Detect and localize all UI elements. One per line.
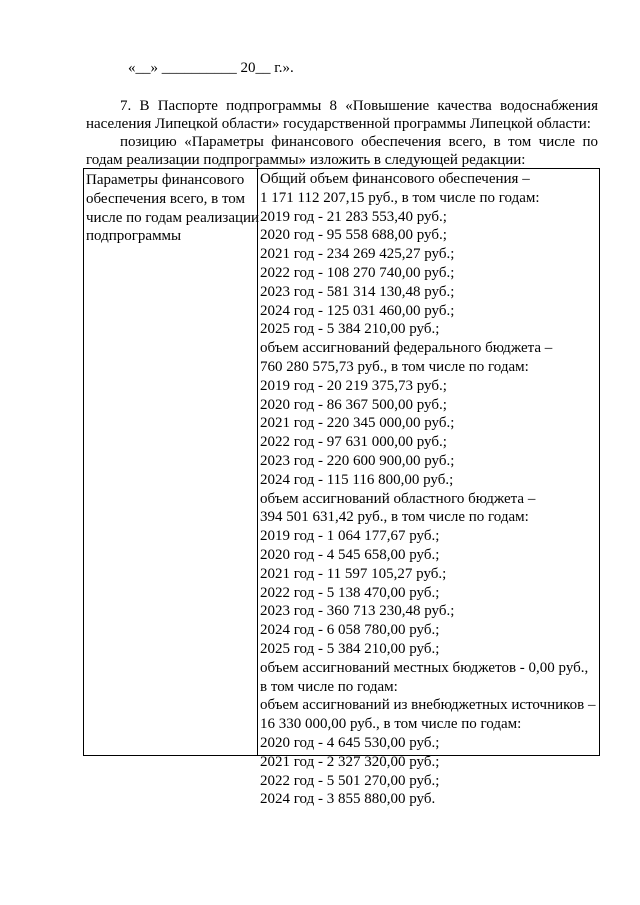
financing-line: 2024 год - 115 116 800,00 руб.; <box>260 471 454 488</box>
financing-line: 2022 год - 97 631 000,00 руб.; <box>260 434 447 451</box>
financing-line: 2021 год - 11 597 105,27 руб.; <box>260 565 447 582</box>
parameter-name-line: подпрограммы <box>86 228 182 245</box>
position-paragraph: позицию «Параметры финансового обеспечения всего, в том числе по годам реализации подпрограммы» изложить в следующей редакции: <box>86 134 598 168</box>
financing-line: 760 280 575,73 руб., в том числе по годам: <box>260 358 529 375</box>
financing-line: Общий объем финансового обеспечения – <box>260 171 530 187</box>
financing-line: 2019 год - 1 064 177,67 руб.; <box>260 528 440 545</box>
financing-line: 2020 год - 95 558 688,00 руб.; <box>260 227 447 244</box>
financing-line: объем ассигнований областного бюджета – <box>260 490 536 507</box>
financing-line: 2023 год - 360 713 230,48 руб.; <box>260 603 455 620</box>
financing-line: 2024 год - 125 031 460,00 руб.; <box>260 302 455 319</box>
financing-line: 16 330 000,00 руб., в том числе по годам: <box>260 716 522 733</box>
financing-line: 2022 год - 108 270 740,00 руб.; <box>260 264 455 281</box>
financing-line: объем ассигнований из внебюджетных источников – <box>260 697 596 714</box>
financing-line: 2024 год - 3 855 880,00 руб. <box>260 791 436 808</box>
financing-line: 2022 год - 5 138 470,00 руб.; <box>260 584 440 601</box>
financing-line: 2023 год - 220 600 900,00 руб.; <box>260 452 455 469</box>
financing-line: объем ассигнований федерального бюджета – <box>260 340 553 357</box>
financing-line: 2020 год - 86 367 500,00 руб.; <box>260 396 447 413</box>
parameter-name-line: числе по годам реализации <box>86 209 260 226</box>
financing-line: 2025 год - 5 384 210,00 руб.; <box>260 640 440 657</box>
financing-line: объем ассигнований местных бюджетов - 0,00 руб., <box>260 659 589 676</box>
parameter-name-line: обеспечения всего, в том <box>86 190 246 207</box>
financing-line: 394 501 631,42 руб., в том числе по годам: <box>260 509 529 526</box>
financing-line: 2020 год - 4 645 530,00 руб.; <box>260 734 440 751</box>
financing-table <box>83 168 600 808</box>
financing-line: в том числе по годам: <box>260 678 398 695</box>
financing-line: 2023 год - 581 314 130,48 руб.; <box>260 283 455 300</box>
financing-line: 1 171 112 207,15 руб., в том числе по годам: <box>260 189 540 206</box>
financing-line: 2021 год - 220 345 000,00 руб.; <box>260 415 455 432</box>
date-line: «__» __________ 20__ г.». <box>128 60 294 76</box>
financing-line: 2024 год - 6 058 780,00 руб.; <box>260 622 440 639</box>
financing-line: 2020 год - 4 545 658,00 руб.; <box>260 546 440 563</box>
financing-line: 2021 год - 234 269 425,27 руб.; <box>260 246 455 263</box>
parameter-value-cell <box>258 169 599 808</box>
financing-line: 2019 год - 20 219 375,73 руб.; <box>260 377 447 394</box>
financing-line: 2019 год - 21 283 553,40 руб.; <box>260 208 447 225</box>
parameter-name-cell <box>84 169 258 755</box>
item-7-paragraph: 7. В Паспорте подпрограммы 8 «Повышение качества водоснабжения населения Липецкой области» государственной программы Липецкой области: <box>86 98 598 132</box>
financing-line: 2021 год - 2 327 320,00 руб.; <box>260 753 440 770</box>
financing-line: 2022 год - 5 501 270,00 руб.; <box>260 772 440 789</box>
parameter-name-line: Параметры финансового <box>86 172 245 188</box>
financing-line: 2025 год - 5 384 210,00 руб.; <box>260 321 440 338</box>
